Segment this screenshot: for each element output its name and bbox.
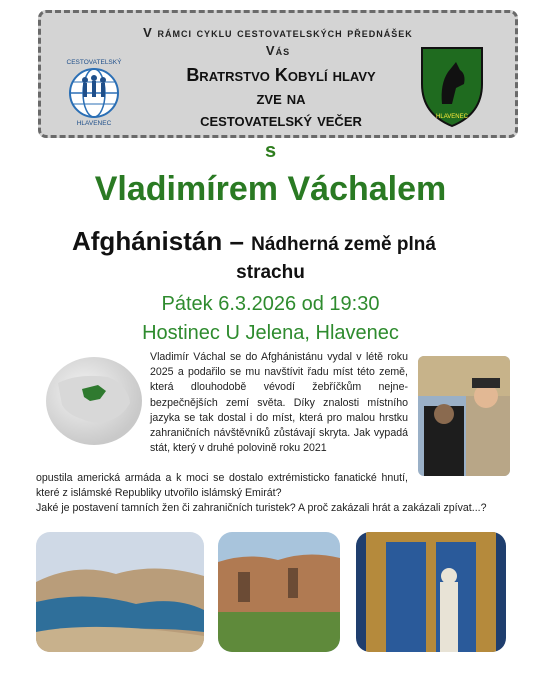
event-type: cestovatelský večer (200, 110, 362, 130)
afghanistan-globe-map (38, 355, 150, 447)
lecture-title-end: strachu (236, 262, 305, 283)
horse-head-brotherhood-logo (416, 44, 488, 128)
event-venue: Hostinec U Jelena, Hlavenec (142, 322, 399, 344)
event-date: Pátek 6.3.2026 od 19:30 (161, 293, 380, 315)
travel-club-logo (58, 55, 130, 127)
with-word: s (264, 140, 277, 162)
club-name: Bratrstvo Kobylí hlavy (186, 65, 376, 85)
description-question: Jaké je postavení tamních žen či zahraničních turistek? A proč zakázali hrát a zakázali zpívat...? (36, 502, 487, 514)
svg-text:CESTOVATELSKÝ: CESTOVATELSKÝ (66, 59, 122, 66)
description-paragraph-continued: opustila americká armáda a k moci se dostalo extrémisticko fanatické hnutí, které z islámské Republiky utvořilo islámský Emirát? (36, 472, 408, 500)
bamiyan-cliffs-photo (218, 532, 340, 652)
lecture-title-main: Afghánistán – (72, 226, 252, 256)
invites-text: zve na (256, 88, 306, 108)
lecture-title (72, 226, 436, 257)
banner-line-you: Vás (265, 43, 291, 58)
description-paragraph: Vladimír Váchal se do Afghánistánu vydal v létě roku 2025 a podařilo se mu navštívit řadu míst této země, která dlouhodobě vévodí žebříčkům nejne-bezpečnějších zemí světa. Díky znalosti místního jazyka se tak dostal i do míst, která pro malou hrstku zahraničních návštěvníků zůstávají skryta. Jak vypadá stát, který v druhé polovině roku 2021 (150, 351, 408, 455)
svg-text:HLAVENEC: HLAVENEC (436, 114, 468, 120)
speaker-photo (418, 356, 510, 476)
banner-line-cycle: V rámci cyklu cestovatelských přednášek (143, 25, 413, 40)
speaker-name: Vladimírem Váchalem (94, 170, 447, 208)
mosque-interior-photo (356, 532, 506, 652)
svg-text:HLAVENEC: HLAVENEC (76, 120, 112, 127)
lake-landscape-photo (36, 532, 204, 652)
lecture-title-sub: Nádherná země plná (251, 234, 436, 255)
